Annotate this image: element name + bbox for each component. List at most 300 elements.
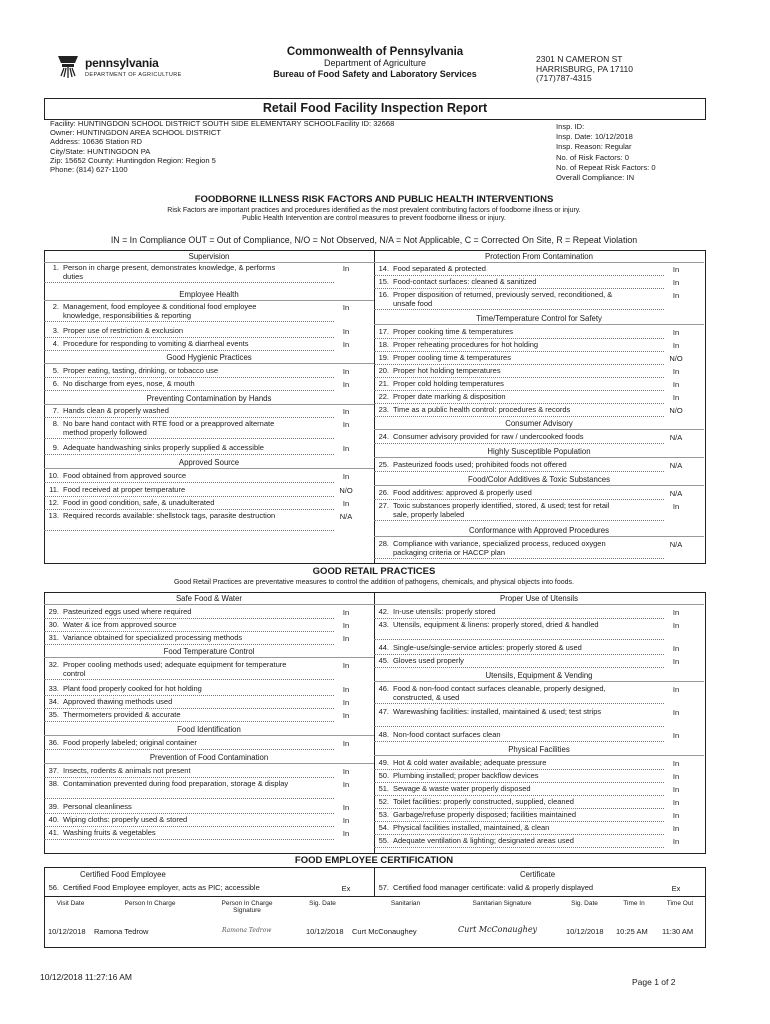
inspection-item-17 xyxy=(374,328,624,337)
inspection-item-4 xyxy=(44,340,294,349)
row-separator xyxy=(44,631,334,632)
row-separator xyxy=(374,377,664,378)
category-header: Food/Color Additives & Toxic Substances xyxy=(467,475,610,484)
row-separator xyxy=(374,847,664,848)
item-text: Approved thawing methods used xyxy=(63,697,173,706)
category-rule xyxy=(374,457,704,458)
item-text: Food obtained from approved source xyxy=(63,471,186,480)
item-status-42: In xyxy=(672,608,680,617)
inspection-item-40 xyxy=(44,816,294,825)
inspection-item-29 xyxy=(44,608,294,617)
item-status-47: In xyxy=(672,708,680,717)
overall-compliance: Overall Compliance: IN xyxy=(556,173,635,183)
facility-info xyxy=(50,119,394,174)
item-number: 49. xyxy=(378,758,389,767)
bureau-title: Bureau of Food Safety and Laboratory Services xyxy=(273,69,477,79)
inspection-item-47 xyxy=(374,708,624,717)
item-text: Contamination prevented during food preparation, storage & display xyxy=(63,779,289,788)
item-number: 25. xyxy=(378,460,389,469)
item-number: 27. xyxy=(378,501,389,510)
item-status-28: N/A xyxy=(669,540,683,549)
item-text: In-use utensils: properly stored xyxy=(393,607,496,616)
item-number: 46. xyxy=(378,684,389,693)
row-separator xyxy=(374,390,664,391)
row-separator xyxy=(44,749,334,750)
item-status-12: In xyxy=(342,499,350,508)
inspection-item-9 xyxy=(44,444,294,453)
item-number: 20. xyxy=(378,366,389,375)
item-status-8: In xyxy=(342,420,350,429)
pic-header: Person In Charge xyxy=(124,900,176,907)
row-separator xyxy=(374,808,664,809)
category-header: Utensils, Equipment & Vending xyxy=(485,671,593,680)
item-text: Proper date marking & disposition xyxy=(393,392,506,401)
item-number: 18. xyxy=(378,340,389,349)
item-text: Variance obtained for specialized processing methods xyxy=(63,633,243,642)
item-status-55: In xyxy=(672,837,680,846)
inspection-item-14 xyxy=(374,265,624,274)
item-text: Adequate ventilation & lighting; designated areas used xyxy=(393,836,574,845)
item-number: 57. xyxy=(378,883,389,892)
item-status-38: In xyxy=(342,780,350,789)
item-text: Proper reheating procedures for hot holding xyxy=(393,340,539,349)
row-separator xyxy=(44,839,334,840)
item-text: Warewashing facilities: installed, maintained & used; test strips xyxy=(393,707,602,716)
category-rule xyxy=(44,735,374,736)
commonwealth-title: Commonwealth of Pennsylvania xyxy=(286,46,464,58)
inspection-item-52 xyxy=(374,798,624,807)
keystone-icon xyxy=(55,54,81,80)
row-separator xyxy=(44,695,334,696)
item-number: 10. xyxy=(48,471,59,480)
item-status-45: In xyxy=(672,657,680,666)
item-text: Required records available: shellstock tags, parasite destruction xyxy=(63,511,276,520)
address-phone: (717)787-4315 xyxy=(536,73,592,83)
item-status-49: In xyxy=(672,759,680,768)
item-status-14: In xyxy=(672,265,680,274)
item-status-37: In xyxy=(342,767,350,776)
row-separator xyxy=(44,826,334,827)
row-separator xyxy=(44,777,334,778)
certified-employee-header: Certified Food Employee xyxy=(80,870,166,879)
row-separator xyxy=(374,338,664,339)
row-separator xyxy=(374,443,664,444)
item-status-33: In xyxy=(342,685,350,694)
inspection-item-46 xyxy=(374,685,624,702)
inspection-item-18 xyxy=(374,341,624,350)
item-text: Food received at proper temperature xyxy=(63,485,186,494)
row-separator xyxy=(374,520,664,521)
category-header: Time/Temperature Control for Safety xyxy=(476,314,602,323)
item-number: 14. xyxy=(378,264,389,273)
item-number: 32. xyxy=(48,660,59,669)
category-header: Physical Facilities xyxy=(508,745,570,754)
page-number: Page 1 of 2 xyxy=(632,977,676,987)
row-separator xyxy=(374,726,664,727)
item-number: 28. xyxy=(378,539,389,548)
inspection-item-7 xyxy=(44,407,294,416)
inspection-item-3 xyxy=(44,327,294,336)
cert-value-57: Ex xyxy=(671,884,681,893)
good-retail-title: GOOD RETAIL PRACTICES xyxy=(312,566,436,577)
item-status-34: In xyxy=(342,698,350,707)
logo-name: pennsylvania xyxy=(85,56,159,70)
category-rule xyxy=(374,755,704,756)
item-text: Management, food employee & conditional food employee knowledge, responsibilities & reporting xyxy=(63,302,257,320)
item-text: Time as a public health control: procedures & records xyxy=(393,405,571,414)
risk-factors-count: No. of Risk Factors: 0 xyxy=(556,152,630,162)
compliance-legend: IN = In Compliance OUT = Out of Compliance, N/O = Not Observed, N/A = Not Applicable, C = Corrected On Site, R = Repeat Violation xyxy=(110,235,638,245)
item-number: 1. xyxy=(52,263,59,272)
item-number: 38. xyxy=(48,779,59,788)
item-text: Toxic substances properly identified, stored, & used; test for retail sale, properly labeled xyxy=(393,501,610,519)
phone-line: Phone: (814) 627-1100 xyxy=(50,165,128,175)
item-text: Proper cooling methods used; adequate equipment for temperature control xyxy=(63,660,287,678)
item-text: Certified Food Employee employer, acts as PIC; accessible xyxy=(63,883,260,892)
category-rule xyxy=(44,363,374,364)
item-status-29: In xyxy=(342,608,350,617)
item-number: 53. xyxy=(378,810,389,819)
row-separator xyxy=(374,351,664,352)
item-text: Proper hot holding temperatures xyxy=(393,366,501,375)
sig-date-2-value: 10/12/2018 xyxy=(566,927,604,936)
insp-reason: Insp. Reason: Regular xyxy=(556,142,632,152)
row-separator xyxy=(374,403,664,404)
inspection-item-38 xyxy=(44,780,294,789)
foodborne-subtitle-1: Risk Factors are important practices and procedures identified as the most prevalent contributing factors of foodborne illness or injury. xyxy=(167,207,581,214)
inspection-item-45 xyxy=(374,657,624,666)
item-status-52: In xyxy=(672,798,680,807)
row-separator xyxy=(374,558,664,559)
item-text: Food & non-food contact surfaces cleanable, properly designed, constructed, & used xyxy=(393,684,606,702)
row-separator xyxy=(374,821,664,822)
sanitarian-header: Sanitarian xyxy=(390,900,421,907)
inspection-item-32 xyxy=(44,661,294,678)
category-rule xyxy=(44,468,374,469)
category-rule xyxy=(374,262,704,263)
item-number: 23. xyxy=(378,405,389,414)
row-separator xyxy=(374,834,664,835)
row-separator xyxy=(44,390,334,391)
item-status-19: N/O xyxy=(669,354,683,363)
item-text: Non-food contact surfaces clean xyxy=(393,730,501,739)
row-separator xyxy=(44,377,334,378)
item-text: Proper use of restriction & exclusion xyxy=(63,326,184,335)
item-number: 45. xyxy=(378,656,389,665)
item-number: 12. xyxy=(48,498,59,507)
category-rule xyxy=(374,429,704,430)
item-status-26: N/A xyxy=(669,489,683,498)
item-text: Person in charge present, demonstrates knowledge, & performs duties xyxy=(63,263,276,281)
row-separator xyxy=(44,618,334,619)
item-status-41: In xyxy=(342,829,350,838)
item-text: Food additives: approved & properly used xyxy=(393,488,532,497)
item-number: 54. xyxy=(378,823,389,832)
item-status-3: In xyxy=(342,327,350,336)
item-text: Utensils, equipment & linens: properly stored, dried & handled xyxy=(393,620,599,629)
category-rule xyxy=(374,536,704,537)
zip-line: Zip: 15652 County: Huntingdon Region: Region 5 xyxy=(50,155,216,165)
pic-value: Ramona Tedrow xyxy=(94,927,149,936)
row-separator xyxy=(374,741,664,742)
row-separator xyxy=(374,499,664,500)
item-status-48: In xyxy=(672,731,680,740)
item-number: 50. xyxy=(378,771,389,780)
item-status-5: In xyxy=(342,367,350,376)
item-number: 35. xyxy=(48,710,59,719)
inspection-item-21 xyxy=(374,380,624,389)
category-header: Prevention of Food Contamination xyxy=(149,753,269,762)
category-header: Consumer Advisory xyxy=(505,419,573,428)
report-title-box xyxy=(44,98,706,120)
inspection-item-34 xyxy=(44,698,294,707)
inspection-item-22 xyxy=(374,393,624,402)
item-text: Gloves used properly xyxy=(393,656,464,665)
certificate-header: Certificate xyxy=(520,870,556,879)
item-number: 41. xyxy=(48,828,59,837)
item-status-46: In xyxy=(672,685,680,694)
report-title: Retail Food Facility Inspection Report xyxy=(262,101,488,115)
item-text: Sewage & waste water properly disposed xyxy=(393,784,531,793)
category-header: Protection From Contamination xyxy=(485,252,593,261)
inspection-item-24 xyxy=(374,433,624,442)
row-separator xyxy=(44,708,334,709)
item-text: Proper cooling time & temperatures xyxy=(393,353,511,362)
item-status-13: N/A xyxy=(339,512,353,521)
item-number: 26. xyxy=(378,488,389,497)
item-status-23: N/O xyxy=(669,406,683,415)
address-line: Address: 10636 Station RD xyxy=(50,137,143,147)
item-status-11: N/O xyxy=(339,486,353,495)
visit-date-value: 10/12/2018 xyxy=(48,927,86,936)
item-status-18: In xyxy=(672,341,680,350)
good-retail-subtitle: Good Retail Practices are preventative measures to control the addition of pathogens, chemicals, and physical objects into foods. xyxy=(173,579,574,586)
inspection-item-48 xyxy=(374,731,624,740)
item-number: 16. xyxy=(378,290,389,299)
item-status-30: In xyxy=(342,621,350,630)
item-status-50: In xyxy=(672,772,680,781)
row-separator xyxy=(374,703,664,704)
item-number: 36. xyxy=(48,738,59,747)
item-number: 30. xyxy=(48,620,59,629)
item-number: 42. xyxy=(378,607,389,616)
item-number: 6. xyxy=(52,379,59,388)
row-separator xyxy=(44,721,334,722)
inspection-item-35 xyxy=(44,711,294,720)
category-header: Approved Source xyxy=(178,458,240,467)
row-separator xyxy=(44,798,334,799)
row-separator xyxy=(374,416,664,417)
inspection-item-55 xyxy=(374,837,624,846)
item-number: 40. xyxy=(48,815,59,824)
row-separator xyxy=(44,496,334,497)
item-status-25: N/A xyxy=(669,461,683,470)
item-text: Plant food properly cooked for hot holding xyxy=(63,684,202,693)
inspection-item-19 xyxy=(374,354,624,363)
item-text: No bare hand contact with RTE food or a preapproved alternate method properly followed xyxy=(63,419,275,437)
item-number: 44. xyxy=(378,643,389,652)
item-number: 5. xyxy=(52,366,59,375)
item-text: Water & ice from approved source xyxy=(63,620,177,629)
sanitarian-signature-header: Sanitarian Signature xyxy=(472,900,532,907)
row-separator xyxy=(374,471,664,472)
inspection-item-5 xyxy=(44,367,294,376)
item-number: 37. xyxy=(48,766,59,775)
row-separator xyxy=(44,679,334,680)
owner-line: Owner: HUNTINGDON AREA SCHOOL DISTRICT xyxy=(50,128,222,138)
category-rule xyxy=(374,324,704,325)
item-number: 29. xyxy=(48,607,59,616)
item-status-39: In xyxy=(342,803,350,812)
item-status-15: In xyxy=(672,278,680,287)
cert-item-56 xyxy=(44,884,334,893)
row-separator xyxy=(374,309,664,310)
item-status-51: In xyxy=(672,785,680,794)
item-status-1: In xyxy=(342,264,350,273)
item-text: Wiping cloths: properly used & stored xyxy=(63,815,188,824)
item-number: 13. xyxy=(48,511,59,520)
item-text: Consumer advisory provided for raw / undercooked foods xyxy=(393,432,584,441)
item-text: Hot & cold water available; adequate pressure xyxy=(393,758,547,767)
item-status-2: In xyxy=(342,303,350,312)
item-text: Proper disposition of returned, previously served, reconditioned, & unsafe food xyxy=(393,290,613,308)
time-in-value: 10:25 AM xyxy=(616,927,648,936)
foodborne-subtitle-2: Public Health Intervention are control measures to prevent foodborne illness or injury. xyxy=(242,215,506,222)
category-rule xyxy=(44,763,374,764)
inspection-item-15 xyxy=(374,278,624,287)
item-text: Garbage/refuse properly disposed; facilities maintained xyxy=(393,810,577,819)
agency-address xyxy=(536,55,633,84)
item-text: Procedure for responding to vomiting & diarrheal events xyxy=(63,339,249,348)
item-status-24: N/A xyxy=(669,433,683,442)
category-rule xyxy=(44,300,374,301)
category-header: Highly Susceptible Population xyxy=(487,447,591,456)
item-status-54: In xyxy=(672,824,680,833)
row-separator xyxy=(374,667,664,668)
inspection-item-43 xyxy=(374,621,624,630)
address-street: 2301 N CAMERON ST xyxy=(536,54,623,64)
category-header: Conformance with Approved Procedures xyxy=(469,526,609,535)
item-number: 55. xyxy=(378,836,389,845)
print-timestamp: 10/12/2018 11:27:16 AM xyxy=(40,972,133,982)
row-separator xyxy=(374,288,664,289)
item-number: 31. xyxy=(48,633,59,642)
item-text: No discharge from eyes, nose, & mouth xyxy=(63,379,195,388)
inspection-item-10 xyxy=(44,472,294,481)
item-number: 39. xyxy=(48,802,59,811)
category-rule xyxy=(374,604,704,605)
department-title: Department of Agriculture xyxy=(323,58,427,68)
sig-date-header: Sig. Date xyxy=(309,900,336,907)
row-separator xyxy=(374,275,664,276)
inspection-item-39 xyxy=(44,803,294,812)
item-status-32: In xyxy=(342,661,350,670)
inspection-item-54 xyxy=(374,824,624,833)
row-separator xyxy=(44,813,334,814)
item-status-16: In xyxy=(672,291,680,300)
item-number: 48. xyxy=(378,730,389,739)
inspection-item-20 xyxy=(374,367,624,376)
item-status-7: In xyxy=(342,407,350,416)
item-status-20: In xyxy=(672,367,680,376)
row-separator xyxy=(374,639,664,640)
item-status-53: In xyxy=(672,811,680,820)
item-text: Pasteurized eggs used where required xyxy=(63,607,192,616)
inspection-item-49 xyxy=(374,759,624,768)
item-text: Washing fruits & vegetables xyxy=(63,828,156,837)
item-text: Food properly labeled; original container xyxy=(63,738,197,747)
item-number: 43. xyxy=(378,620,389,629)
item-text: Pasteurized foods used; prohibited foods not offered xyxy=(393,460,567,469)
item-number: 24. xyxy=(378,432,389,441)
item-text: Proper cold holding temperatures xyxy=(393,379,504,388)
item-text: Certified food manager certificate: valid & properly displayed xyxy=(393,883,594,892)
logo-department: DEPARTMENT OF AGRICULTURE xyxy=(85,72,182,78)
item-text: Proper eating, tasting, drinking, or tobacco use xyxy=(63,366,219,375)
inspection-item-36 xyxy=(44,739,294,748)
item-number: 11. xyxy=(49,485,59,494)
insp-date: Insp. Date: 10/12/2018 xyxy=(556,132,633,142)
row-separator xyxy=(374,795,664,796)
repeat-risk-count: No. of Repeat Risk Factors: 0 xyxy=(556,162,656,172)
item-text: Insects, rodents & animals not present xyxy=(63,766,191,775)
time-out-value: 11:30 AM xyxy=(662,927,694,936)
facility-line: Facility: HUNTINGDON SCHOOL DISTRICT SOUTH SIDE ELEMENTARY SCHOOLFacility ID: 32668 xyxy=(50,119,395,128)
row-separator xyxy=(44,509,334,510)
pic-signature: Ramona Tedrow xyxy=(222,927,272,934)
item-status-43: In xyxy=(672,621,680,630)
row-separator xyxy=(374,769,664,770)
item-status-17: In xyxy=(672,328,680,337)
city-line: City/State: HUNTINGDON PA xyxy=(50,146,151,156)
item-number: 52. xyxy=(378,797,389,806)
item-text: Food separated & protected xyxy=(393,264,486,273)
cert-value-56: Ex xyxy=(341,884,351,893)
row-separator xyxy=(44,337,334,338)
row-separator xyxy=(374,364,664,365)
visit-date-header: Visit Date xyxy=(56,900,85,907)
row-separator xyxy=(44,438,334,439)
item-text: Personal cleanliness xyxy=(63,802,132,811)
category-rule xyxy=(44,404,374,405)
row-separator xyxy=(374,654,664,655)
item-number: 8. xyxy=(52,419,59,428)
item-number: 2. xyxy=(52,302,59,311)
category-rule xyxy=(44,657,374,658)
item-status-31: In xyxy=(342,634,350,643)
item-status-21: In xyxy=(672,380,680,389)
inspection-item-30 xyxy=(44,621,294,630)
item-number: 33. xyxy=(48,684,59,693)
inspection-item-51 xyxy=(374,785,624,794)
item-text: Proper cooking time & temperatures xyxy=(393,327,514,336)
item-number: 3. xyxy=(52,326,59,335)
category-header: Safe Food & Water xyxy=(175,594,242,603)
inspection-item-6 xyxy=(44,380,294,389)
inspection-item-23 xyxy=(374,406,624,415)
category-header: Good Hygienic Practices xyxy=(166,353,252,362)
inspection-item-50 xyxy=(374,772,624,781)
inspection-item-31 xyxy=(44,634,294,643)
category-header: Preventing Contamination by Hands xyxy=(146,394,272,403)
row-separator xyxy=(44,321,334,322)
item-text: Food in good condition, safe, & unadulterated xyxy=(63,498,215,507)
sig-date-value: 10/12/2018 xyxy=(306,927,344,936)
row-separator xyxy=(374,782,664,783)
good-retail-top-rule xyxy=(44,563,705,564)
item-number: 15. xyxy=(378,277,389,286)
item-text: Adequate handwashing sinks properly supplied & accessible xyxy=(63,443,264,452)
